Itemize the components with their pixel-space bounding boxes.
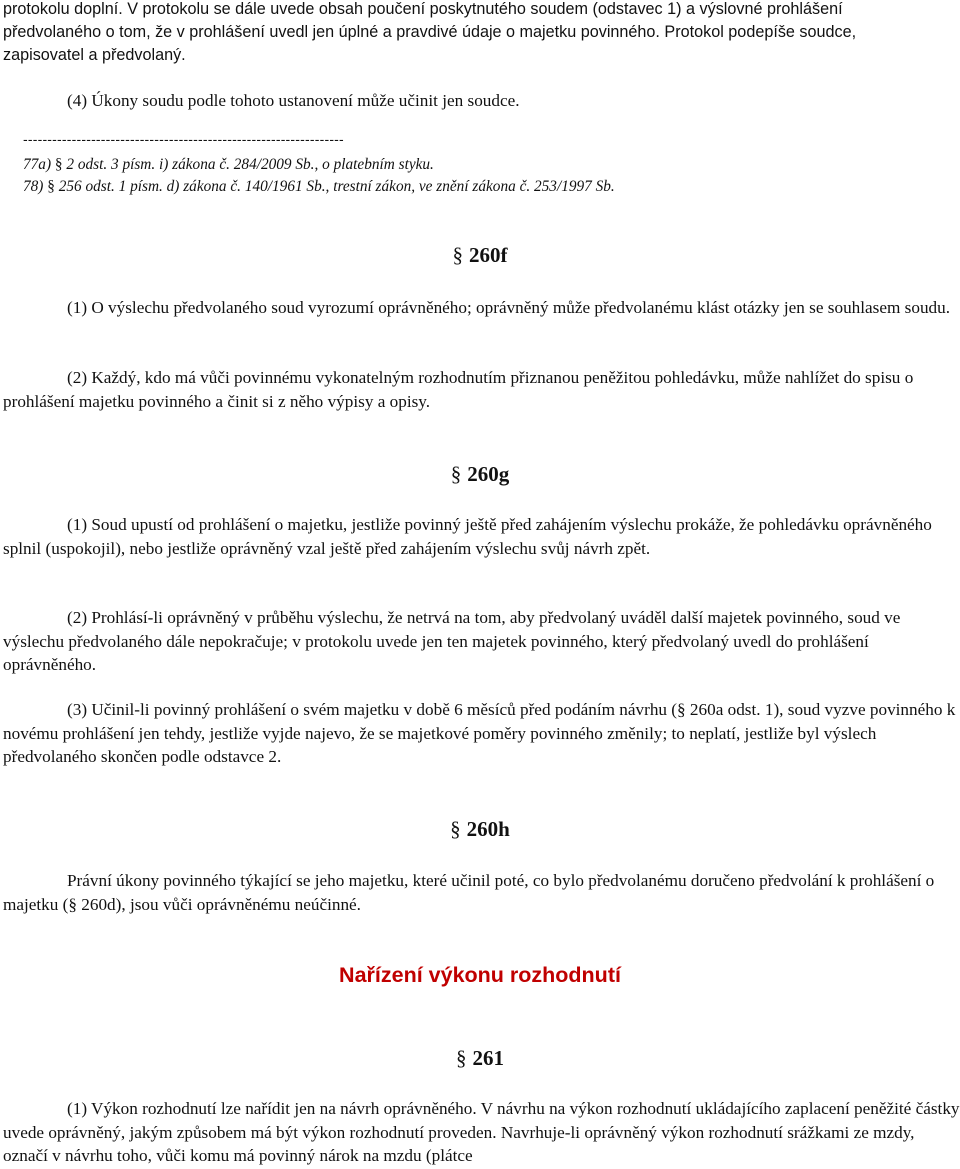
section-mark-icon: § (456, 1046, 467, 1070)
footnote-77a: 77a) § 2 odst. 3 písm. i) zákona č. 284/2009 Sb., o platebním styku. (23, 156, 434, 173)
chapter-title: Nařízení výkonu rozhodnutí (339, 963, 621, 987)
footnote-78: 78) § 256 odst. 1 písm. d) zákona č. 140/1961 Sb., trestní zákon, ve znění zákona č. 253/1997 Sb. (23, 178, 615, 195)
section-mark-icon: § (450, 462, 462, 486)
section-mark-icon: § (54, 156, 63, 173)
section-heading-260h: § 260h (450, 817, 510, 841)
paragraph-261-1: (1) Výkon rozhodnutí lze nařídit jen na návrh oprávněného. V návrhu na výkon rozhodnutí ukládajícího zaplacení peněžité částky uvede oprávněný, jakým způsobem má být výkon rozhodnutí proveden. Navrhuje-li oprávněný výkon rozhodnutí srážkami ze mzdy, označí v návrhu toho, vůči komu má povinný nárok na mzdu (plátce (3, 1099, 960, 1165)
paragraph-continuation: protokolu doplní. V protokolu se dále uvede obsah poučení poskytnutého soudem (odstavec 1) a výslovné prohlášení předvolaného o tom, že v prohlášení uvedl jen úplné a pravdivé údaje o majetku povinného. Protokol podepíše soudce, zapisovatel a předvolaný. (3, 0, 857, 64)
paragraph-260g-2: (2) Prohlásí-li oprávněný v průběhu výslechu, že netrvá na tom, aby předvolaný uváděl další majetek povinného, soud ve výslechu předvolaného dále nepokračuje; v protokolu uvede jen ten majetek povinného, který předvolaný uvedl do prohlášení oprávněného. (3, 608, 901, 674)
paragraph-260g-3: (3) Učinil-li povinný prohlášení o svém majetku v době 6 měsíců před podáním návrhu (§ 260a odst. 1), soud vyzve povinného k novému prohlášení jen tehdy, jestliže vyjde najevo, že se majetkové poměry povinného změnily; to neplatí, jestliže byl výslech předvolaného skončen podle odstavce 2. (3, 700, 956, 766)
section-mark-icon: § (452, 243, 463, 267)
footnote-separator: ------------------------------------------------------------------ (23, 131, 344, 147)
section-heading-260g: § 260g (450, 462, 510, 486)
section-heading-260f: § 260f (452, 243, 508, 267)
paragraph-260g-1: (1) Soud upustí od prohlášení o majetku, jestliže povinný ještě před zahájením výslechu prokáže, že pohledávku oprávněného splnil (uspokojil), nebo jestliže oprávněný vzal ještě před zahájením výslechu svůj návrh zpět. (3, 515, 932, 558)
paragraph-260e-4: (4) Úkony soudu podle tohoto ustanovení může učinit jen soudce. (67, 91, 520, 110)
section-heading-261: § 261 (456, 1046, 504, 1070)
section-mark-icon: § (450, 817, 461, 841)
paragraph-260f-2: (2) Každý, kdo má vůči povinnému vykonatelným rozhodnutím přiznanou peněžitou pohledávku, může nahlížet do spisu o prohlášení majetku povinného a činit si z něho výpisy a opisy. (3, 368, 914, 411)
paragraph-260h: Právní úkony povinného týkající se jeho majetku, které učinil poté, co bylo předvolanému doručeno předvolání k prohlášení o majetku (§ 260d), jsou vůči oprávněnému neúčinné. (3, 871, 935, 914)
paragraph-260f-1: (1) O výslechu předvolaného soud vyrozumí oprávněného; oprávněný může předvolanému klást otázky jen se souhlasem soudu. (67, 298, 951, 317)
section-mark-icon: § (47, 178, 55, 195)
